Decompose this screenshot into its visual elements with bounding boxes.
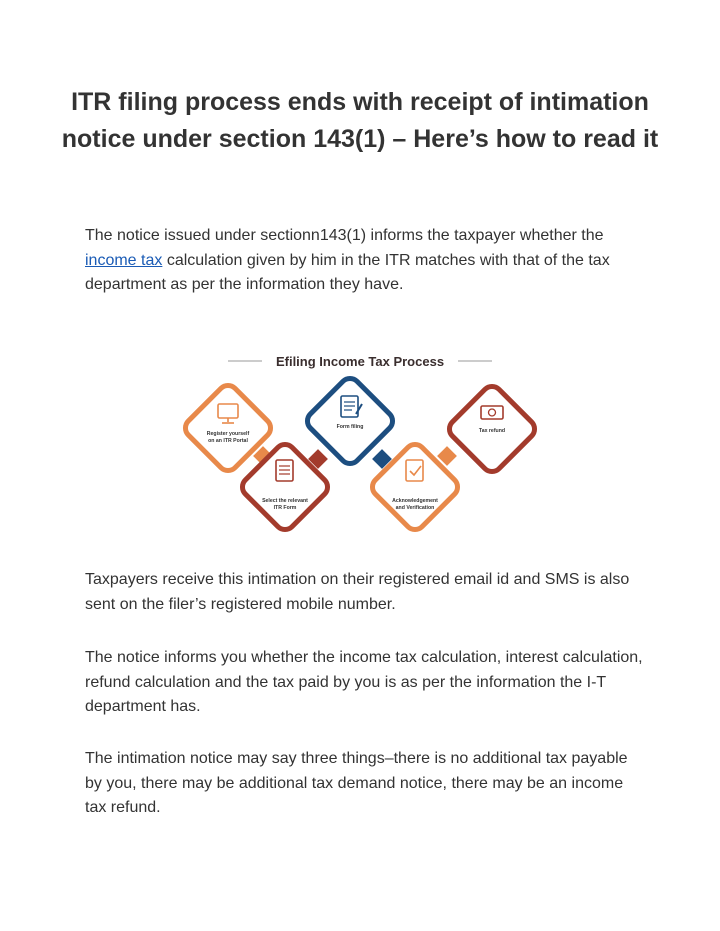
efiling-process-infographic xyxy=(170,342,550,552)
step-acknowledgement-label-1: Acknowledgement xyxy=(392,498,438,504)
step-tax-refund xyxy=(445,382,538,475)
step-tax-refund-label: Tax refund xyxy=(478,428,506,434)
paragraph-three-things: The intimation notice may say three things–there is no additional tax payable by you, there may be additional tax demand notice, there may be an income tax refund. xyxy=(85,750,628,816)
step-register-label-1: Register yourself xyxy=(206,431,250,437)
step-form-filing-label: Form filing xyxy=(336,424,364,430)
intro-text-end: calculation given by him in the ITR matches with that of the tax department as per the information they have. xyxy=(85,251,610,293)
income-tax-link[interactable]: income tax xyxy=(85,251,163,269)
paragraph-email-sms: Taxpayers receive this intimation on their registered email id and SMS is also sent on the filer’s registered mobile number. xyxy=(85,571,630,613)
step-select-itr-form-label-2: ITR Form xyxy=(273,505,297,511)
infographic-heading: Efiling Income Tax Process xyxy=(275,354,445,369)
step-acknowledgement-label-2: and Verification xyxy=(395,505,435,511)
intro-paragraph xyxy=(85,224,645,298)
intro-text-start: The notice issued under sectionn143(1) informs the taxpayer whether the xyxy=(85,227,604,244)
paragraph-notice-informs: The notice informs you whether the income tax calculation, interest calculation, refund calculation and the tax paid by you is as per the information the I-T department has. xyxy=(85,649,643,715)
step-register-label-2: on an ITR Portal xyxy=(208,438,248,444)
page-title: ITR filing process ends with receipt of intimation notice under section 143(1) – Here’s how to read it xyxy=(61,88,659,153)
step-select-itr-form-label-1: Select the relevant xyxy=(262,498,308,504)
